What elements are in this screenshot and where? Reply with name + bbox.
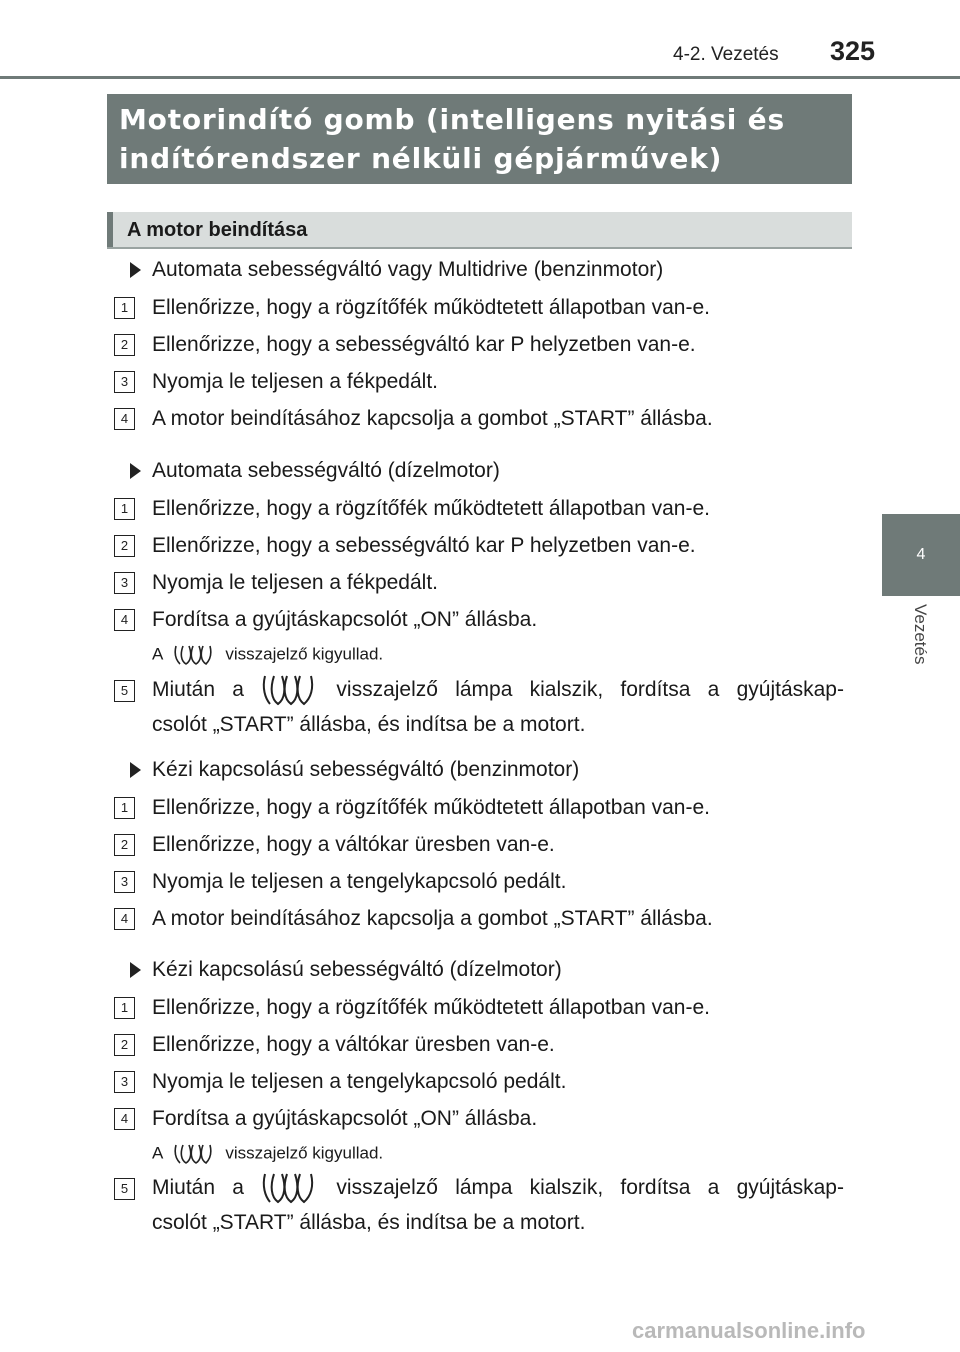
procedure-marker-icon (130, 463, 141, 479)
step-text (152, 1170, 844, 1240)
indicator-note (152, 1143, 383, 1165)
step-text: Ellenőrizze, hogy a váltókar üresben van-e. (152, 833, 555, 856)
procedure-heading: Automata sebességváltó vagy Multidrive (benzinmotor) (152, 258, 664, 281)
step-text: Ellenőrizze, hogy a váltókar üresben van-e. (152, 1033, 555, 1056)
step-number: 4 (114, 908, 135, 930)
procedure-heading: Kézi kapcsolású sebességváltó (benzinmotor) (152, 758, 580, 781)
note-suffix: visszajelző kigyullad. (225, 1143, 384, 1163)
step-text: Nyomja le teljesen a fékpedált. (152, 370, 438, 393)
glow-plug-icon (173, 644, 219, 666)
procedure-marker-icon (130, 262, 141, 278)
step-number: 5 (114, 680, 135, 702)
word: kialszik, (529, 1176, 604, 1199)
step-text: Ellenőrizze, hogy a rögzítőfék működtetett állapotban van-e. (152, 796, 710, 819)
step-text: Ellenőrizze, hogy a sebességváltó kar P helyzetben van-e. (152, 333, 696, 356)
note-suffix: visszajelző kigyullad. (225, 644, 384, 664)
word: gyújtáskap- (736, 678, 844, 701)
word: fordítsa (620, 678, 691, 701)
page-number: 325 (830, 36, 876, 66)
step-number: 3 (114, 371, 135, 393)
word: a (707, 678, 720, 701)
step-text: Nyomja le teljesen a tengelykapcsoló pedált. (152, 870, 567, 893)
page-title-line-2: indítórendszer nélküli gépjárművek) (119, 142, 723, 175)
header-divider (0, 76, 960, 79)
procedure-marker-icon (130, 762, 141, 778)
step-number: 3 (114, 1071, 135, 1093)
step-number: 3 (114, 572, 135, 594)
word: Miután (152, 1176, 216, 1199)
step-number: 1 (114, 797, 135, 819)
step-number: 1 (114, 297, 135, 319)
step-number: 2 (114, 834, 135, 856)
step-text: A motor beindításához kapcsolja a gombot „START” állásba. (152, 907, 713, 930)
word: gyújtáskap- (736, 1176, 844, 1199)
step-text-line-2: csolót „START” állásba, és indítsa be a motort. (152, 713, 586, 736)
step-text-line-2: csolót „START” állásba, és indítsa be a motort. (152, 1211, 586, 1234)
step-text: A motor beindításához kapcsolja a gombot „START” állásba. (152, 407, 713, 430)
step-number: 4 (114, 408, 135, 430)
step-text: Ellenőrizze, hogy a rögzítőfék működtetett állapotban van-e. (152, 296, 710, 319)
word: a (232, 678, 244, 701)
step-text: Nyomja le teljesen a tengelykapcsoló pedált. (152, 1070, 567, 1093)
chapter-tab-label: Vezetés (911, 604, 930, 665)
step-number: 5 (114, 1178, 135, 1200)
step-number: 1 (114, 997, 135, 1019)
step-text: Fordítsa a gyújtáskapcsolót „ON” állásba. (152, 608, 538, 631)
subheading-accent-bar (107, 212, 113, 248)
step-number: 4 (114, 609, 135, 631)
procedure-marker-icon (130, 962, 141, 978)
word: kialszik, (529, 678, 604, 701)
step-number: 2 (114, 334, 135, 356)
word: a (707, 1176, 720, 1199)
step-text (152, 672, 844, 742)
watermark: carmanualsonline.info (632, 1318, 866, 1343)
subheading-underline (107, 247, 852, 249)
word: visszajelző (336, 1176, 438, 1199)
procedure-heading: Automata sebességváltó (dízelmotor) (152, 459, 500, 482)
page-title (107, 94, 852, 184)
step-text: Ellenőrizze, hogy a rögzítőfék működtetett állapotban van-e. (152, 497, 710, 520)
word: lámpa (455, 1176, 513, 1199)
word: a (232, 1176, 244, 1199)
step-text: Fordítsa a gyújtáskapcsolót „ON” állásba. (152, 1107, 538, 1130)
page-title-line-1: Motorindító gomb (intelligens nyitási és (119, 103, 785, 136)
section-subheading: A motor beindítása (107, 212, 852, 248)
indicator-note (152, 644, 383, 666)
procedure-heading: Kézi kapcsolású sebességváltó (dízelmotor) (152, 958, 562, 981)
glow-plug-icon (261, 1171, 319, 1205)
step-number: 1 (114, 498, 135, 520)
step-number: 2 (114, 535, 135, 557)
step-number: 2 (114, 1034, 135, 1056)
word: Miután (152, 678, 216, 701)
section-label: 4-2. Vezetés (673, 44, 779, 65)
step-text: Nyomja le teljesen a fékpedált. (152, 571, 438, 594)
step-number: 3 (114, 871, 135, 893)
step-text: Ellenőrizze, hogy a sebességváltó kar P helyzetben van-e. (152, 534, 696, 557)
step-number: 4 (114, 1108, 135, 1130)
glow-plug-icon (261, 673, 319, 707)
note-prefix: A (152, 644, 164, 664)
chapter-tab-number: 4 (882, 514, 960, 596)
word: lámpa (455, 678, 513, 701)
step-text: Ellenőrizze, hogy a rögzítőfék működtetett állapotban van-e. (152, 996, 710, 1019)
note-prefix: A (152, 1143, 164, 1163)
word: fordítsa (620, 1176, 691, 1199)
word: visszajelző (336, 678, 438, 701)
glow-plug-icon (173, 1143, 219, 1165)
